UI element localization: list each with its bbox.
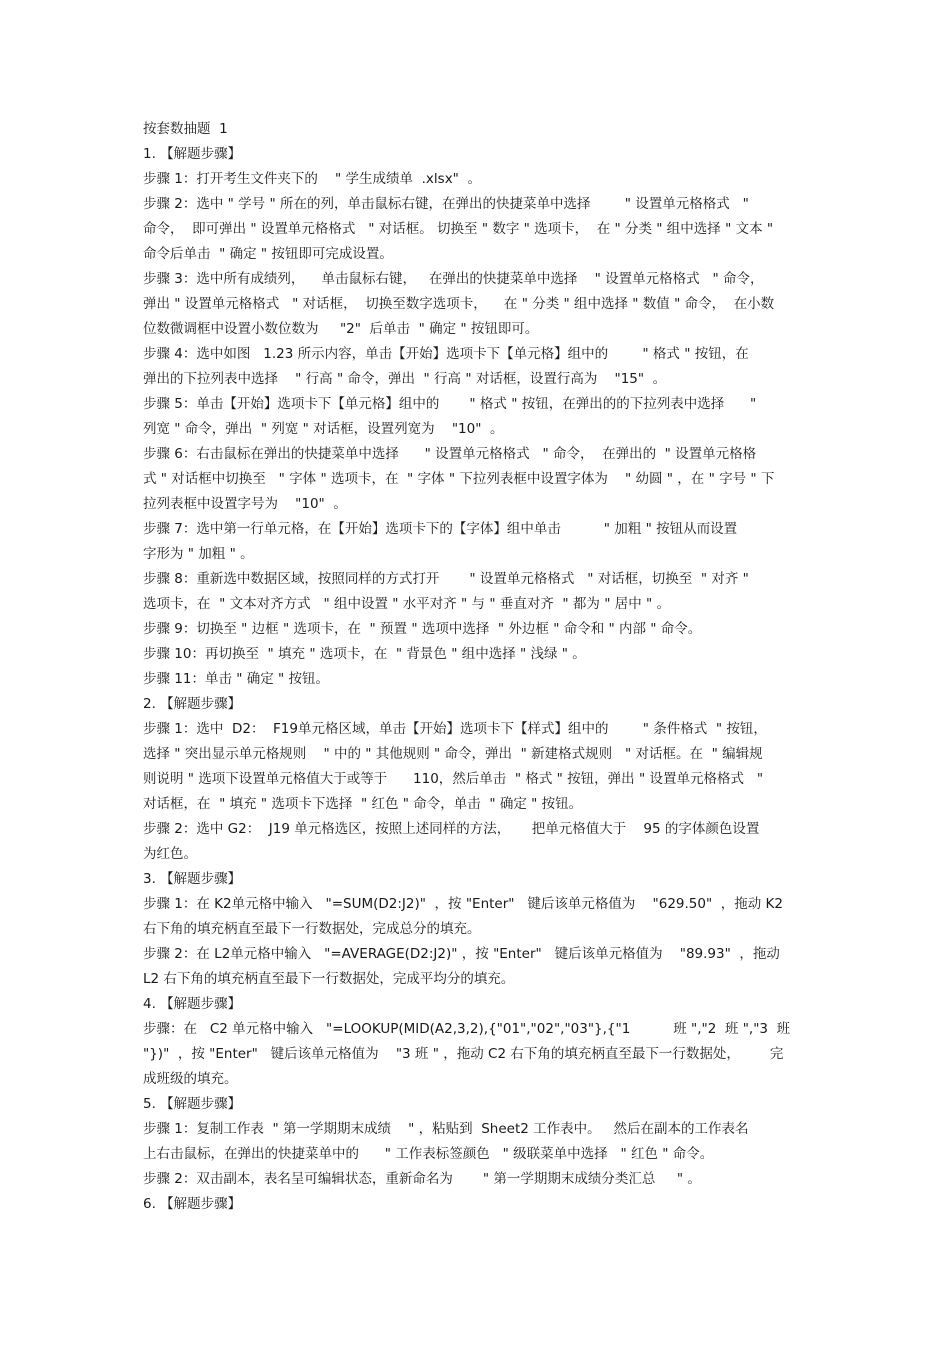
text-line: 步骤 1：选中 D2： F19单元格区域，单击【开始】选项卡下【样式】组中的 " 条件格式 " 按钮， (143, 721, 767, 737)
text-line: 步骤 10：再切换至 " 填充 " 选项卡，在 " 背景色 " 组中选择 " 浅绿 " 。 (143, 646, 586, 662)
text-line: 步骤 8：重新选中数据区域，按照同样的方式打开 " 设置单元格格式 " 对话框，切换至 " 对齐 " (143, 571, 749, 587)
text-line: L2 右下角的填充柄直至最下一行数据处，完成平均分的填充。 (143, 971, 515, 987)
text-line: 命令后单击 " 确定 " 按钮即可完成设置。 (143, 246, 393, 262)
text-line: 步骤 1：打开考生文件夹下的 " 学生成绩单 .xlsx" 。 (143, 171, 481, 187)
text-line: 步骤 1：复制工作表 " 第一学期期末成绩 " ，粘贴到 Sheet2 工作表中。 然后在副本的工作表名 (143, 1121, 749, 1137)
text-line: "})" ，按 "Enter" 键后该单元格值为 "3 班 " ，拖动 C2 右下角的填充柄直至最下一行数据处， 完 (143, 1046, 784, 1062)
text-line: 步骤 1：在 K2单元格中输入 "=SUM(D2:J2)" ，按 "Enter" 键后该单元格值为 "629.50" ，拖动 K2 (143, 896, 783, 912)
text-line: 弹出的下拉列表中选择 " 行高 " 命令，弹出 " 行高 " 对话框，设置行高为 "15" 。 (143, 371, 667, 387)
text-line: 5. 【解题步骤】 (143, 1096, 242, 1112)
text-line: 则说明 " 选项下设置单元格值大于或等于 110，然后单击 " 格式 " 按钮，弹出 " 设置单元格格式 " (143, 771, 764, 787)
text-line: 步骤 4：选中如图 1.23 所示内容，单击【开始】选项卡下【单元格】组中的 " 格式 " 按钮，在 (143, 346, 749, 362)
text-line: 对话框，在 " 填充 " 选项卡下选择 " 红色 " 命令，单击 " 确定 " 按钮。 (143, 796, 583, 812)
text-line: 右下角的填充柄直至最下一行数据处，完成总分的填充。 (143, 921, 481, 937)
text-line: 按套数抽题 1 (143, 121, 228, 137)
text-line: 为红色。 (143, 846, 197, 862)
text-line: 步骤 5：单击【开始】选项卡下【单元格】组中的 " 格式 " 按钮，在弹出的的下拉列表中选择 " (143, 396, 757, 412)
text-line: 步骤 2：在 L2单元格中输入 "=AVERAGE(D2:J2)" ，按 "Enter" 键后该单元格值为 "89.93" ，拖动 (143, 946, 780, 962)
text-line: 拉列表框中设置字号为 "10" 。 (143, 496, 347, 512)
text-line: 步骤 6：右击鼠标在弹出的快捷菜单中选择 " 设置单元格格式 " 命令， 在弹出的 " 设置单元格格 (143, 446, 757, 462)
text-line: 1. 【解题步骤】 (143, 146, 242, 162)
text-line: 步骤 7：选中第一行单元格，在【开始】选项卡下的【字体】组中单击 " 加粗 " 按钮从而设置 (143, 521, 738, 537)
text-line: 步骤 2：选中 G2： J19 单元格选区，按照上述同样的方法， 把单元格值大于 95 的字体颜色设置 (143, 821, 760, 837)
text-line: 步骤 9：切换至 " 边框 " 选项卡，在 " 预置 " 选项中选择 " 外边框 " 命令和 " 内部 " 命令。 (143, 621, 702, 637)
text-line: 6. 【解题步骤】 (143, 1196, 242, 1212)
text-line: 命令， 即可弹出 " 设置单元格格式 " 对话框。 切换至 " 数字 " 选项卡， 在 " 分类 " 组中选择 " 文本 " (143, 221, 774, 237)
text-line: 步骤 11：单击 " 确定 " 按钮。 (143, 671, 330, 687)
text-line: 选项卡，在 " 文本对齐方式 " 组中设置 " 水平对齐 " 与 " 垂直对齐 " 都为 " 居中 " 。 (143, 596, 671, 612)
text-line: 成班级的填充。 (143, 1071, 238, 1087)
text-line: 步骤 2：选中 " 学号 " 所在的列，单击鼠标右键，在弹出的快捷菜单中选择 " 设置单元格格式 " (143, 196, 749, 212)
text-line: 步骤 3：选中所有成绩列， 单击鼠标右键， 在弹出的快捷菜单中选择 " 设置单元格格式 " 命令， (143, 271, 764, 287)
text-line: 字形为 " 加粗 " 。 (143, 546, 254, 562)
text-line: 3. 【解题步骤】 (143, 871, 242, 887)
text-line: 式 " 对话框中切换至 " 字体 " 选项卡，在 " 字体 " 下拉列表框中设置字体为 " 幼圆 " ，在 " 字号 " 下 (143, 471, 775, 487)
text-line: 4. 【解题步骤】 (143, 996, 242, 1012)
text-line: 列宽 " 命令，弹出 " 列宽 " 对话框，设置列宽为 "10" 。 (143, 421, 504, 437)
document-body (143, 117, 811, 1217)
text-line: 上右击鼠标，在弹出的快捷菜单中的 " 工作表标签颜色 " 级联菜单中选择 " 红色 " 命令。 (143, 1146, 714, 1162)
text-line: 选择 " 突出显示单元格规则 " 中的 " 其他规则 " 命令，弹出 " 新建格式规则 " 对话框。在 " 编辑规 (143, 746, 763, 762)
text-line: 弹出 " 设置单元格格式 " 对话框， 切换至数字选项卡， 在 " 分类 " 组中选择 " 数值 " 命令， 在小数 (143, 296, 775, 312)
text-line: 位数微调框中设置小数位数为 "2" 后单击 " 确定 " 按钮即可。 (143, 321, 539, 337)
text-line: 步骤 2：双击副本，表名呈可编辑状态，重新命名为 " 第一学期期末成绩分类汇总 " 。 (143, 1171, 701, 1187)
text-line: 步骤：在 C2 单元格中输入 "=LOOKUP(MID(A2,3,2),{"01","02","03"},{"1 班 ","2 班 ","3 班 (143, 1021, 791, 1037)
text-line: 2. 【解题步骤】 (143, 696, 242, 712)
